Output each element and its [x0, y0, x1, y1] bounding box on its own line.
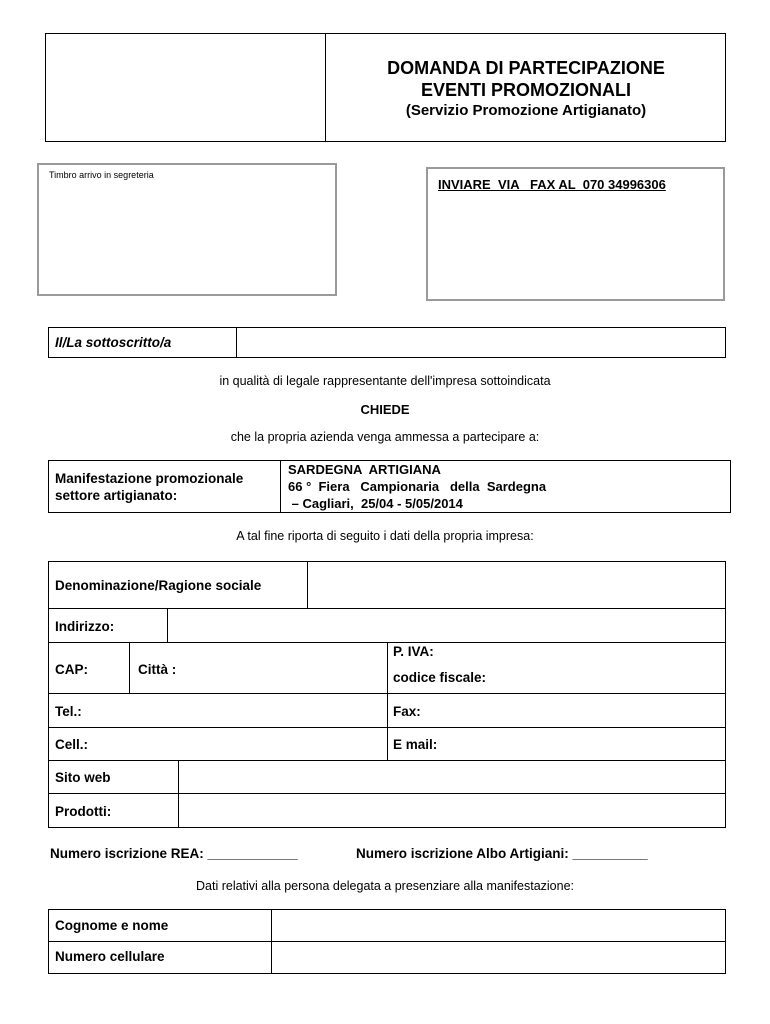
signatory-field[interactable] — [238, 328, 725, 357]
email-label: E mail: — [393, 737, 438, 752]
col-divider — [307, 562, 308, 608]
intro-line2: che la propria azienda venga ammessa a partecipare a: — [230, 430, 540, 444]
delegate-phone-label: Numero cellulare — [55, 949, 165, 964]
intro-line1: in qualità di legale rappresentante dell'impresa sottoindicata — [219, 374, 551, 388]
cap-label: CAP: — [55, 662, 88, 677]
header-box — [45, 33, 726, 142]
event-value-line3: – Cagliari, 25/04 - 5/05/2014 — [288, 496, 463, 511]
page-title-line1: DOMANDA DI PARTECIPAZIONE — [387, 58, 665, 78]
event-label-line2: settore artigianato: — [55, 488, 178, 503]
fax-instructions: INVIARE VIA FAX AL 070 34996306 — [438, 177, 666, 192]
rea-registration: Numero iscrizione REA: ____________ — [50, 846, 298, 861]
prodotti-label: Prodotti: — [55, 804, 112, 819]
fax-box — [426, 167, 725, 301]
col-divider — [167, 608, 168, 642]
signatory-label: Il/La sottoscritto/a — [55, 335, 172, 350]
piva-label: P. IVA: — [393, 644, 434, 659]
page-title-line2: EVENTI PROMOZIONALI — [420, 80, 631, 100]
page-subtitle: (Servizio Promozione Artigianato) — [405, 102, 647, 119]
codice-fiscale-label: codice fiscale: — [393, 670, 487, 685]
delegate-intro: Dati relativi alla persona delegata a presenziare alla manifestazione: — [196, 879, 574, 893]
event-divider — [280, 461, 281, 512]
cell-label: Cell.: — [55, 737, 89, 752]
denominazione-label: Denominazione/Ragione sociale — [55, 578, 262, 593]
event-value-line1: SARDEGNA ARTIGIANA — [288, 462, 441, 477]
denominazione-field[interactable] — [309, 562, 725, 608]
signatory-divider — [236, 328, 237, 357]
sito-web-label: Sito web — [55, 770, 111, 785]
stamp-box — [37, 163, 337, 296]
prodotti-field[interactable] — [180, 794, 725, 827]
tel-label: Tel.: — [55, 704, 82, 719]
col-divider — [387, 642, 388, 760]
chiede-heading: CHIEDE — [360, 402, 410, 417]
col-divider — [271, 910, 272, 973]
col-divider — [129, 642, 130, 693]
company-intro: A tal fine riporta di seguito i dati della propria impresa: — [236, 529, 534, 543]
indirizzo-field[interactable] — [169, 609, 725, 642]
event-label-line1: Manifestazione promozionale — [55, 471, 244, 486]
delegate-name-field[interactable] — [273, 910, 725, 941]
delegate-phone-field[interactable] — [273, 942, 725, 973]
delegate-name-label: Cognome e nome — [55, 918, 169, 933]
signatory-row — [48, 327, 726, 358]
citta-label: Città : — [138, 662, 177, 677]
event-value-line2: 66 ° Fiera Campionaria della Sardegna — [288, 479, 547, 494]
col-divider — [178, 760, 179, 827]
event-table — [48, 460, 731, 513]
albo-registration: Numero iscrizione Albo Artigiani: __________ — [356, 846, 648, 861]
stamp-label: Timbro arrivo in segreteria — [49, 170, 154, 180]
company-table — [48, 561, 726, 828]
sito-web-field[interactable] — [180, 761, 725, 793]
indirizzo-label: Indirizzo: — [55, 619, 115, 634]
fax-label: Fax: — [393, 704, 421, 719]
delegate-table — [48, 909, 726, 974]
